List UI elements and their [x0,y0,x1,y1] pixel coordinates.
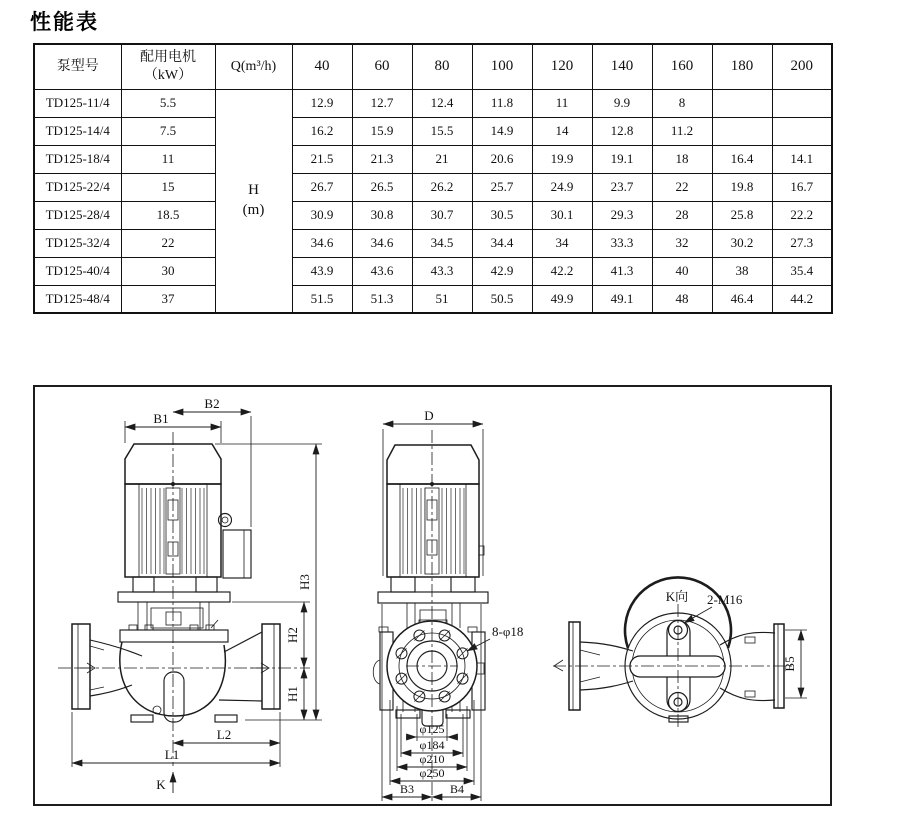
cell-h: 11 [532,89,592,117]
cell-power: 22 [121,229,215,257]
header-flow: Q(m³/h) [215,44,292,89]
dim-l2: L2 [216,727,232,742]
cell-h: 16.4 [712,145,772,173]
cell-power: 18.5 [121,201,215,229]
cell-h: 35.4 [772,257,832,285]
header-flow-40: 40 [292,44,352,89]
dim-bolt-holes: 8-φ18 [492,624,524,639]
cell-model: TD125-11/4 [34,89,121,117]
cell-h: 40 [652,257,712,285]
performance-table [33,43,833,314]
dim-b5: B5 [782,656,797,672]
header-motor-line2: （kW） [143,67,193,83]
header-motor-line1: 配用电机 [140,49,196,65]
cell-h: 12.9 [292,89,352,117]
cell-h: 33.3 [592,229,652,257]
table-row [34,173,832,201]
cell-h: 30.9 [292,201,352,229]
cell-power: 37 [121,285,215,313]
table-row [34,257,832,285]
cell-h: 30.1 [532,201,592,229]
header-flow-100: 100 [472,44,532,89]
cell-model: TD125-14/4 [34,117,121,145]
cell-h: 16.7 [772,173,832,201]
cell-h: 9.9 [592,89,652,117]
cell-h: 14.1 [772,145,832,173]
cell-h: 21.3 [352,145,412,173]
header-model: 泵型号 [34,44,121,89]
cell-h: 8 [652,89,712,117]
cell-head-unit [215,89,292,313]
cell-h: 12.4 [412,89,472,117]
pump-body-side [72,624,280,722]
dim-dia210: φ210 [419,752,445,766]
motor-side [118,444,251,602]
side-view-dimensions [72,396,322,793]
cell-h: 51.3 [352,285,412,313]
cell-power: 7.5 [121,117,215,145]
cell-h: 44.2 [772,285,832,313]
header-flow-180: 180 [712,44,772,89]
cell-model: TD125-18/4 [34,145,121,173]
cell-h [772,117,832,145]
cell-h: 16.2 [292,117,352,145]
table-row [34,201,832,229]
top-view-drawing [553,577,807,729]
cell-h [712,117,772,145]
cell-h: 41.3 [592,257,652,285]
leader-line [684,607,712,623]
dim-k: K [156,777,166,792]
cell-h: 32 [652,229,712,257]
head-unit-line2: (m) [242,201,265,218]
cell-power: 11 [121,145,215,173]
cell-h: 14 [532,117,592,145]
cell-h: 20.6 [472,145,532,173]
cell-h: 25.7 [472,173,532,201]
header-flow-200: 200 [772,44,832,89]
cell-h: 19.9 [532,145,592,173]
cell-model: TD125-40/4 [34,257,121,285]
dim-b3: B3 [399,782,415,796]
cell-h: 42.9 [472,257,532,285]
cell-model: TD125-28/4 [34,201,121,229]
cell-h: 51 [412,285,472,313]
cell-h: 30.2 [712,229,772,257]
view-label-k: K向 [665,589,689,604]
cell-h: 46.4 [712,285,772,313]
cell-h: 27.3 [772,229,832,257]
cell-h: 12.8 [592,117,652,145]
table-row [34,117,832,145]
cell-h: 34 [532,229,592,257]
cell-h: 22.2 [772,201,832,229]
cell-h: 21.5 [292,145,352,173]
rib-horizontal [630,656,725,677]
header-motor [121,44,215,89]
dim-dia184: φ184 [419,738,445,752]
cell-power: 30 [121,257,215,285]
cell-h: 29.3 [592,201,652,229]
cell-h: 22 [652,173,712,201]
cell-h: 51.5 [292,285,352,313]
cell-h: 19.1 [592,145,652,173]
cell-h: 48 [652,285,712,313]
cell-h: 30.7 [412,201,472,229]
header-flow-160: 160 [652,44,712,89]
cell-h: 49.1 [592,285,652,313]
cell-h: 15.5 [412,117,472,145]
cell-power: 5.5 [121,89,215,117]
casing-boss [164,672,184,722]
dim-h1: H1 [285,686,300,702]
dim-b1: B1 [153,411,169,426]
dim-d: D [424,408,434,423]
cell-model: TD125-32/4 [34,229,121,257]
header-flow-60: 60 [352,44,412,89]
dimension-drawings [0,380,900,818]
table-row [34,285,832,313]
cell-h [772,89,832,117]
cell-model: TD125-22/4 [34,173,121,201]
dim-h3: H3 [297,574,312,590]
table-row [34,229,832,257]
cell-h: 43.9 [292,257,352,285]
cell-model: TD125-48/4 [34,285,121,313]
cell-h: 26.7 [292,173,352,201]
cell-h: 19.8 [712,173,772,201]
cell-h: 18 [652,145,712,173]
cell-h: 24.9 [532,173,592,201]
cell-h: 28 [652,201,712,229]
header-flow-80: 80 [412,44,472,89]
suction-flange [72,624,90,709]
table-row [34,89,832,117]
header-row [34,44,832,89]
cell-h: 30.8 [352,201,412,229]
cell-h: 11.2 [652,117,712,145]
cell-h: 50.5 [472,285,532,313]
header-flow-120: 120 [532,44,592,89]
cell-h: 49.9 [532,285,592,313]
terminal-box [223,530,251,578]
cell-h: 42.2 [532,257,592,285]
cell-h: 26.2 [412,173,472,201]
dim-h2: H2 [285,627,300,643]
cell-h: 43.3 [412,257,472,285]
dim-thread: 2-M16 [707,592,743,607]
cell-h: 43.6 [352,257,412,285]
cell-h: 34.4 [472,229,532,257]
motor-front [378,445,488,603]
dim-b2: B2 [204,396,220,411]
cell-h: 12.7 [352,89,412,117]
front-view-dimensions [382,408,523,801]
cell-h: 34.6 [352,229,412,257]
cell-h: 34.6 [292,229,352,257]
cell-h: 23.7 [592,173,652,201]
header-flow-140: 140 [592,44,652,89]
cell-power: 15 [121,173,215,201]
cell-h: 38 [712,257,772,285]
cell-h: 21 [412,145,472,173]
dim-dia125: φ125 [419,722,445,736]
cell-h: 26.5 [352,173,412,201]
cell-h: 34.5 [412,229,472,257]
cell-h: 25.8 [712,201,772,229]
cell-h: 30.5 [472,201,532,229]
cell-h: 14.9 [472,117,532,145]
discharge-flange [262,624,280,709]
cell-h: 11.8 [472,89,532,117]
dim-dia250: φ250 [419,766,445,780]
page-title: 性能表 [30,11,99,34]
table-row [34,145,832,173]
dim-b4: B4 [449,782,465,796]
flow-chevron [554,660,563,671]
cell-h [712,89,772,117]
head-unit-line1: H [248,182,259,199]
side-view-drawing [58,396,322,793]
dim-l1: L1 [164,747,180,762]
cell-h: 15.9 [352,117,412,145]
front-view-drawing [373,408,523,801]
